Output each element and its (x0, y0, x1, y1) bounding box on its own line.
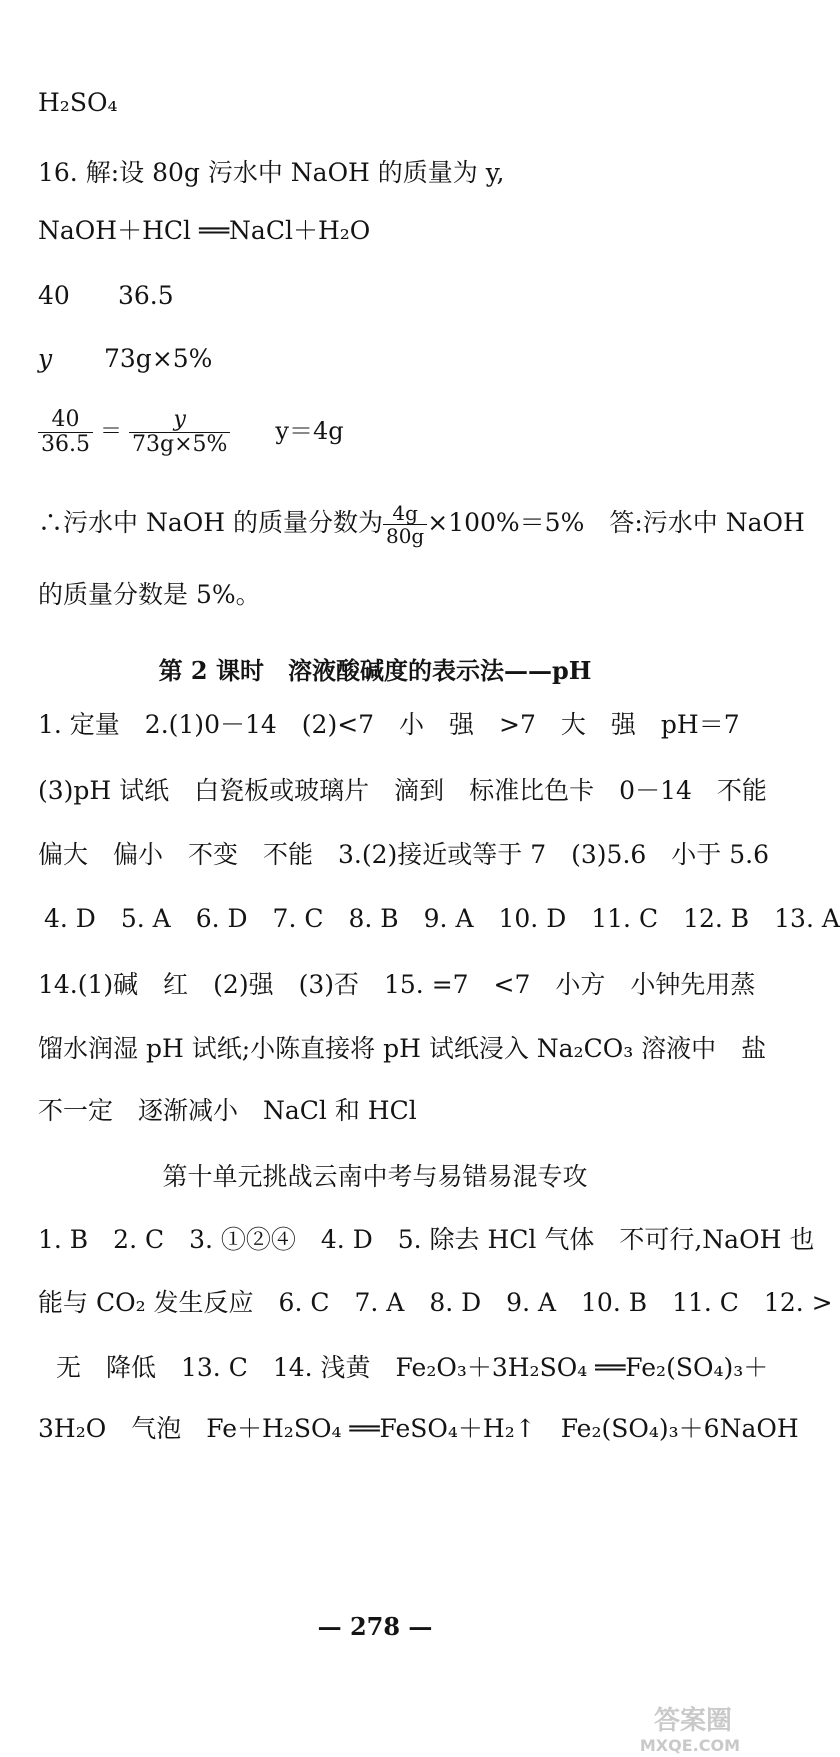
q16-answer-end: 的质量分数是 5%。 (38, 580, 261, 609)
fraction-mass (383, 502, 427, 547)
q16-proportion (38, 408, 344, 457)
q16-equation: NaOH＋HCl ══NaCl＋H₂O (38, 216, 371, 245)
answer-line-2: (3)pH 试纸 白瓷板或玻璃片 滴到 标准比色卡 0－14 不能 (38, 776, 767, 805)
watermark-logo: 答案圈 (653, 1706, 732, 1736)
equals-sign: ＝ (99, 419, 122, 445)
q16-result: y＝4g (275, 416, 344, 445)
line-h2so4: H₂SO₄ (38, 88, 118, 117)
fraction-right-den: 73g×5% (132, 432, 228, 458)
fraction-left (38, 408, 93, 457)
unit10-line-2: 能与 CO₂ 发生反应 6. C 7. A 8. D 9. A 10. B 11. C 12. > (38, 1288, 833, 1317)
q16-row2-a: y (38, 344, 53, 373)
conclusion-post: ×100%＝5% 答:污水中 NaOH (427, 508, 805, 537)
unit10-line-1: 1. B 2. C 3. ①②④ 4. D 5. 除去 HCl 气体 不可行,NaOH 也 (38, 1225, 815, 1254)
fraction-right-num: y (129, 408, 230, 433)
answer-line-4: 4. D 5. A 6. D 7. C 8. B 9. A 10. D 11. C 12. B 13. A (44, 904, 840, 933)
fraction-mass-num: 4g (383, 502, 427, 525)
q16-row2-b: 73g×5% (104, 344, 213, 373)
page-number: — 278 — (317, 1612, 433, 1641)
conclusion-pre: ∴污水中 NaOH 的质量分数为 (38, 508, 383, 537)
answer-line-3: 偏大 偏小 不变 不能 3.(2)接近或等于 7 (3)5.6 小于 5.6 (38, 840, 769, 869)
answer-line-7: 不一定 逐渐减小 NaCl 和 HCl (38, 1096, 417, 1125)
fraction-left-num: 40 (38, 408, 93, 433)
section-title-ph: 第 2 课时 溶液酸碱度的表示法——pH (158, 656, 592, 685)
unit10-line-4: 3H₂O 气泡 Fe＋H₂SO₄ ══FeSO₄＋H₂↑ Fe₂(SO₄)₃＋6NaOH (38, 1414, 799, 1443)
q16-row1-b: 36.5 (118, 281, 174, 310)
unit10-line-3: 无 降低 13. C 14. 浅黄 Fe₂O₃＋3H₂SO₄ ══Fe₂(SO₄)₃＋ (56, 1353, 769, 1382)
q16-conclusion (38, 502, 805, 547)
answer-line-5: 14.(1)碱 红 (2)强 (3)否 15. =7 <7 小方 小钟先用蒸 (38, 970, 756, 999)
answer-line-1: 1. 定量 2.(1)0－14 (2)<7 小 强 >7 大 强 pH＝7 (38, 710, 740, 739)
q16-intro: 16. 解:设 80g 污水中 NaOH 的质量为 y, (38, 158, 505, 187)
fraction-right (129, 408, 230, 457)
answer-line-6: 馏水润湿 pH 试纸;小陈直接将 pH 试纸浸入 Na₂CO₃ 溶液中 盐 (38, 1034, 767, 1063)
fraction-left-den: 36.5 (41, 432, 90, 458)
fraction-mass-den: 80g (385, 524, 425, 548)
watermark-url: MXQE.COM (639, 1736, 740, 1755)
section-title-unit10: 第十单元挑战云南中考与易错易混专攻 (162, 1162, 588, 1191)
q16-row1-a: 40 (38, 281, 70, 310)
